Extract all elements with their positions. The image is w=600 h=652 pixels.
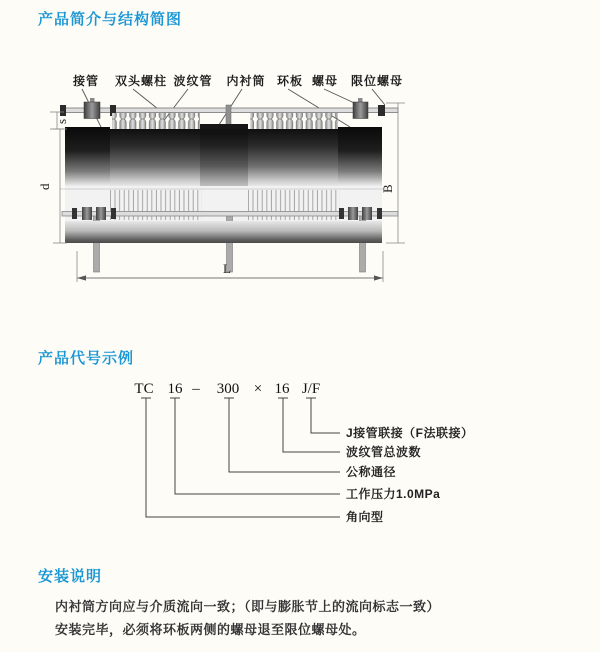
label-inner-liner: 内衬筒 [226, 74, 266, 88]
code-seg-times: × [253, 381, 263, 397]
code-seg-type: TC [134, 381, 154, 397]
dim-label-d: d [37, 183, 52, 190]
callout-connection-type: J接管联接（F法联接） [346, 426, 474, 440]
code-seg-pressure: 16 [167, 381, 183, 397]
code-connector-lines [141, 398, 340, 517]
joint-body-lower [60, 186, 398, 272]
section-title-intro: 产品简介与结构简图 [38, 11, 183, 28]
label-bellows: 波纹管 [173, 74, 213, 88]
install-instructions [55, 595, 555, 641]
product-code-diagram [130, 376, 590, 531]
dim-label-s: s [54, 118, 69, 124]
dim-label-L: L [223, 261, 231, 276]
structure-diagram [30, 65, 475, 315]
bellows-right [250, 113, 338, 130]
joint-body-upper [65, 124, 382, 186]
label-connecting-pipe: 接管 [72, 74, 100, 88]
install-line-1: 内衬筒方向应与介质流向一致；（即与膨胀节上的流向标志一致） [55, 599, 441, 614]
label-limit-nut: 限位螺母 [350, 74, 404, 88]
code-seg-waves: 16 [274, 381, 290, 397]
label-double-end-stud: 双头螺柱 [114, 74, 168, 88]
section-title-install: 安装说明 [38, 568, 103, 585]
install-line-2: 安装完毕，必须将环板两侧的螺母退至限位螺母处。 [55, 622, 366, 637]
code-seg-diameter: 300 [216, 381, 240, 397]
section-title-code: 产品代号示例 [38, 350, 135, 367]
dim-B [386, 103, 405, 243]
callout-wave-count: 波纹管总波数 [346, 445, 422, 459]
label-ring-plate: 环板 [276, 74, 304, 88]
callout-angular-type: 角向型 [346, 510, 384, 524]
code-callouts [346, 425, 474, 524]
code-string [134, 381, 320, 397]
dim-label-B: B [380, 184, 395, 193]
code-seg-connection: J/F [301, 381, 321, 397]
dim-d [53, 129, 67, 243]
label-nut: 螺母 [311, 74, 339, 88]
callout-working-pressure: 工作压力1.0MPa [346, 487, 441, 501]
bellows-left [112, 113, 200, 130]
callout-nominal-diameter: 公称通径 [346, 465, 397, 479]
code-seg-dash: – [192, 381, 200, 397]
part-labels [72, 73, 403, 88]
